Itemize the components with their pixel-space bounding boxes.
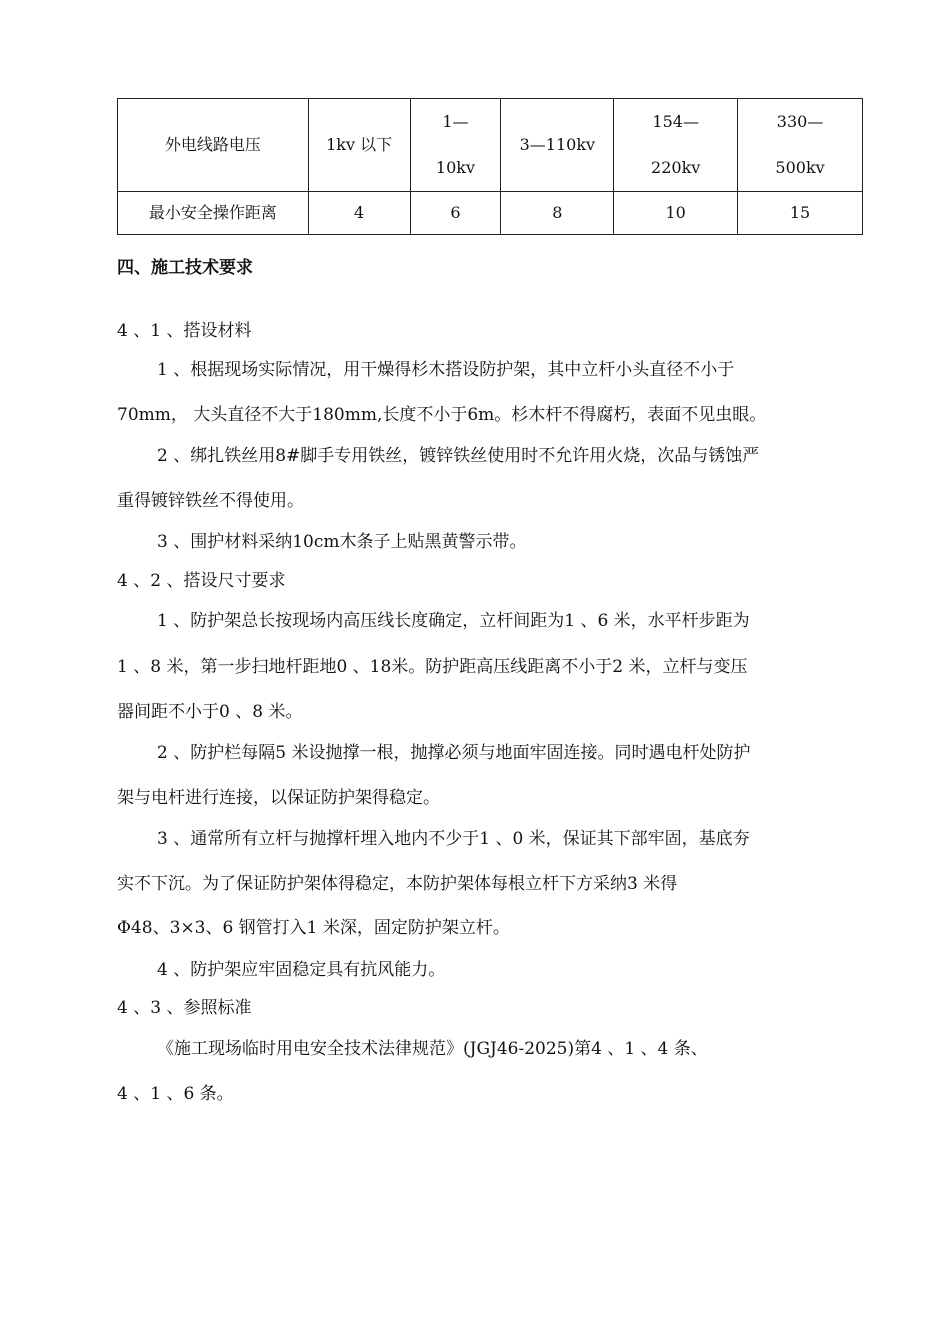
table-cell: 1kv 以下 bbox=[308, 99, 410, 192]
paragraph-line: 1 、防护架总长按现场内高压线长度确定，立杆间距为1 、6 米，水平杆步距为 bbox=[157, 611, 750, 631]
table-cell: 10 bbox=[614, 192, 738, 235]
subsection-title: 4 、3 、参照标准 bbox=[117, 998, 252, 1018]
cell-line: 330— bbox=[776, 112, 824, 131]
paragraph-line: 3 、围护材料采纳10cm木条子上贴黑黄警示带。 bbox=[157, 532, 527, 552]
table-row bbox=[118, 99, 863, 192]
paragraph-line: 1 、根据现场实际情况，用干燥得杉木搭设防护架，其中立杆小头直径不小于 bbox=[157, 360, 735, 380]
subsection-title: 4 、1 、搭设材料 bbox=[117, 321, 252, 341]
table-cell: 15 bbox=[738, 192, 863, 235]
table-cell: 4 bbox=[308, 192, 410, 235]
table-cell bbox=[410, 99, 501, 192]
paragraph-line: 2 、绑扎铁丝用8#脚手专用铁丝，镀锌铁丝使用时不允许用火烧，次品与锈蚀严 bbox=[157, 446, 760, 466]
cell-line: 1— bbox=[442, 112, 469, 131]
cell-line: 154— bbox=[652, 112, 699, 131]
paragraph-line: 2 、防护栏每隔5 米设抛撑一根，抛撑必须与地面牢固连接。同时遇电杆处防护 bbox=[157, 743, 751, 763]
paragraph-line: 3 、通常所有立杆与抛撑杆埋入地内不少于1 、0 米，保证其下部牢固，基底夯 bbox=[157, 829, 750, 849]
paragraph-line: 1 、8 米，第一步扫地杆距地0 、18米。防护距高压线距离不小于2 米，立杆与变压 bbox=[117, 657, 748, 677]
paragraph-line: 《施工现场临时用电安全技术法律规范》(JGJ46-2025)第4 、1 、4 条、 bbox=[157, 1039, 708, 1059]
cell-line: 220kv bbox=[651, 158, 701, 177]
subsection-title: 4 、2 、搭设尺寸要求 bbox=[117, 571, 286, 591]
paragraph-line: 重得镀锌铁丝不得使用。 bbox=[117, 491, 304, 511]
paragraph-line: 4 、防护架应牢固稳定具有抗风能力。 bbox=[157, 960, 446, 980]
paragraph-line: Φ48、3×3、6 钢管打入1 米深，固定防护架立杆。 bbox=[117, 918, 510, 938]
voltage-distance-table bbox=[117, 98, 863, 235]
row-label-distance: 最小安全操作距离 bbox=[118, 192, 309, 235]
table-cell: 6 bbox=[410, 192, 501, 235]
paragraph-line: 实不下沉。为了保证防护架体得稳定，本防护架体每根立杆下方采纳3 米得 bbox=[117, 874, 678, 894]
section-heading: 四、施工技术要求 bbox=[117, 258, 253, 278]
table-cell bbox=[738, 99, 863, 192]
table-cell bbox=[614, 99, 738, 192]
paragraph-line: 架与电杆进行连接，以保证防护架得稳定。 bbox=[117, 788, 440, 808]
row-label-voltage: 外电线路电压 bbox=[118, 99, 309, 192]
cell-line: 500kv bbox=[775, 158, 825, 177]
paragraph-line: 器间距不小于0 、8 米。 bbox=[117, 702, 303, 722]
paragraph-line: 70mm， 大头直径不大于180mm,长度不小于6m。杉木杆不得腐朽，表面不见虫眼。 bbox=[117, 405, 767, 425]
table-cell: 8 bbox=[501, 192, 614, 235]
table-cell: 3—110kv bbox=[501, 99, 614, 192]
cell-line: 10kv bbox=[435, 158, 475, 177]
paragraph-line: 4 、1 、6 条。 bbox=[117, 1084, 234, 1104]
table-row bbox=[118, 192, 863, 235]
